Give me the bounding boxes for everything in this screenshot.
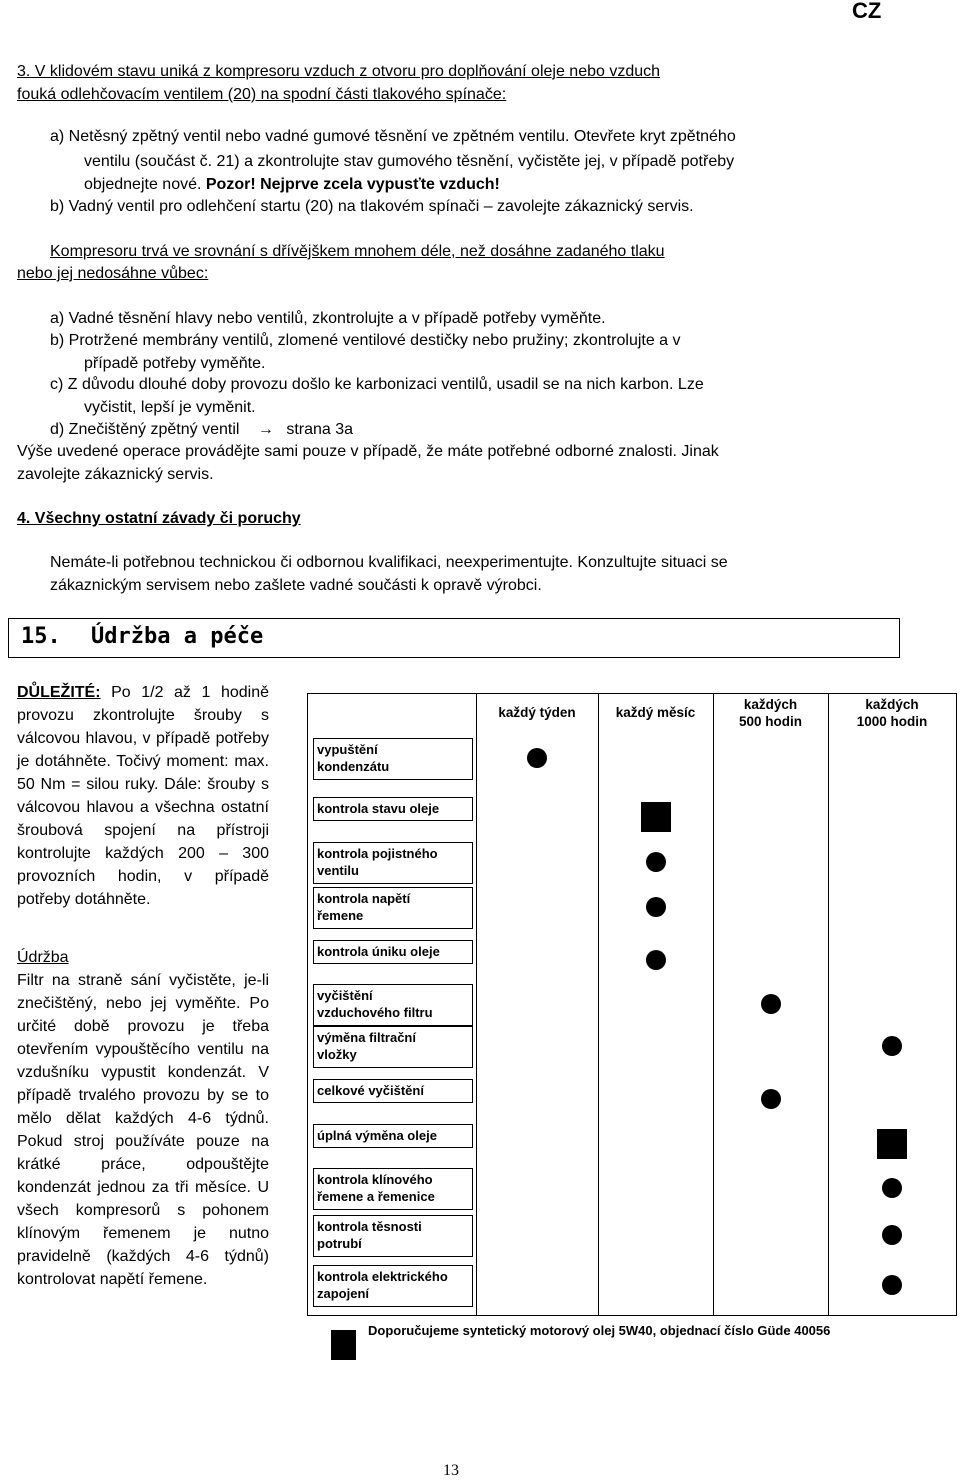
table-column-header-line: každých <box>743 697 798 712</box>
compressor-item-d-prefix: d) Znečištěný zpětný ventil <box>50 421 240 438</box>
compressor-item-b-line2: případě potřeby vyměňte. <box>84 355 266 372</box>
table-row-label-line: vyčištění <box>317 988 373 1003</box>
table-row-label-line: kondenzátu <box>317 759 390 774</box>
dot-mark-icon <box>882 1275 902 1295</box>
page-number: 13 <box>443 1462 459 1479</box>
compressor-item-b-line1: b) Protržené membrány ventilů, zlomené ventilové destičky nebo pružiny; zkontrolujte a v <box>50 332 681 349</box>
table-row-label-line: potrubí <box>317 1236 362 1251</box>
compressor-item-a: a) Vadné těsnění hlavy nebo ventilů, zkontrolujte a v případě potřeby vyměňte. <box>50 310 606 327</box>
table-row-label <box>313 1079 473 1103</box>
table-row-label <box>313 842 473 884</box>
table-column-divider <box>828 694 829 1315</box>
compressor-item-c-line1: c) Z důvodu dlouhé doby provozu došlo ke karbonizaci ventilů, usadil se na nich karbon. Lze <box>50 376 704 393</box>
important-paragraph <box>17 681 269 911</box>
item3-b-line: b) Vadný ventil pro odlehčení startu (20) na tlakovém spínači – zavolejte zákaznický servis. <box>50 198 694 215</box>
compressor-note-line1: Výše uvedené operace provádějte sami pouze v případě, že máte potřebné odborné znalosti. Jinak <box>17 443 719 460</box>
table-row-label-line: kontrola stavu oleje <box>317 801 440 816</box>
compressor-item-d-suffix: strana 3a <box>286 421 354 438</box>
table-row-label <box>313 1265 473 1307</box>
section-number: 15. <box>21 624 61 649</box>
table-row-label <box>313 738 473 780</box>
compressor-title-line1: Kompresoru trvá ve srovnání s dřívějškem mnohem déle, než dosáhne zadaného tlaku <box>50 243 665 260</box>
table-column-header <box>713 696 828 730</box>
table-column-header-line: každý měsíc <box>615 705 696 720</box>
table-row-label-line: celkové vyčištění <box>317 1083 424 1098</box>
table-row-label-line: kontrola těsnosti <box>317 1219 422 1234</box>
table-row-label-line: kontrola elektrického <box>317 1269 448 1284</box>
item3-title-line2: fouká odlehčovacím ventilem (20) na spodní části tlakového spínače: <box>17 86 507 103</box>
table-row-label <box>313 1026 473 1068</box>
item3-warning: Pozor! Nejprve zcela vypusťte vzduch! <box>205 176 500 193</box>
table-row-label-line: vložky <box>317 1047 357 1062</box>
table-row-label-line: kontrola úniku oleje <box>317 944 440 959</box>
dot-mark-icon <box>882 1036 902 1056</box>
maintenance-title: Údržba <box>17 949 69 966</box>
table-column-header-line: každých <box>865 697 919 712</box>
table-row-label <box>313 984 473 1026</box>
section-title: Údržba a péče <box>91 624 264 649</box>
language-code: CZ <box>852 0 882 23</box>
item3-a-line3 <box>84 176 500 194</box>
table-column-header-line: 1000 hodin <box>856 714 928 729</box>
table-row-label <box>313 1215 473 1257</box>
dot-mark-icon <box>527 748 547 768</box>
item3-title-line1: 3. V klidovém stavu uniká z kompresoru vzduch z otvoru pro doplňování oleje nebo vzduch <box>17 63 661 80</box>
item4-line1: Nemáte-li potřebnou technickou či odbornou kvalifikaci, neexperimentujte. Konzultujte situaci se <box>50 554 728 571</box>
table-row-label-line: vypuštění <box>317 742 378 757</box>
table-column-divider <box>713 694 714 1315</box>
table-row-label-line: kontrola klínového <box>317 1172 433 1187</box>
table-row-label <box>313 797 473 821</box>
table-column-header-line: 500 hodin <box>738 714 802 729</box>
table-row-label-line: výměna filtrační <box>317 1030 416 1045</box>
table-column-header-line: každý týden <box>498 705 576 720</box>
dot-mark-icon <box>646 950 666 970</box>
maintenance-table <box>307 693 957 1316</box>
table-row-label-line: vzduchového filtru <box>317 1005 433 1020</box>
item4-title: 4. Všechny ostatní závady či poruchy <box>17 510 301 527</box>
table-row-label <box>313 887 473 929</box>
table-row-label-line: zapojení <box>317 1286 370 1301</box>
table-row-label-line: kontrola napětí <box>317 891 411 906</box>
oil-recommendation: Doporučujeme syntetický motorový olej 5W40, objednací číslo Güde 40056 <box>368 1323 831 1338</box>
table-row-label <box>313 1124 473 1148</box>
dot-mark-icon <box>646 852 666 872</box>
maintenance-text: Filtr na straně sání vyčistěte, je-li znečištěný, nebo jej vyměňte. Po určité době provozu je třeba otevřením vypouštěcího ventilu na vzdušníku vypustit kondenzát. V případě trvalého provozu by se to mělo dělat každých 4-6 týdnů. Pokud stroj používáte pouze na krátké práce, odpouštějte kondenzát jednou za tři měsíce. U všech kompresorů s pohonem klínovým řemenem je nutno pravidelně (každých 4-6 týdnů) kontrolovat napětí řemene. <box>17 972 269 1288</box>
dot-mark-icon <box>882 1178 902 1198</box>
table-column-divider <box>476 694 477 1315</box>
table-row-label-line: ventilu <box>317 863 359 878</box>
dot-mark-icon <box>761 1089 781 1109</box>
important-label: DŮLEŽITÉ: <box>17 684 101 701</box>
arrow-right-icon: → <box>257 421 274 438</box>
item3-a-line3-text: objednejte nové. <box>84 176 206 193</box>
square-mark-icon <box>641 802 671 832</box>
item3-a-line1: a) Netěsný zpětný ventil nebo vadné gumové těsnění ve zpětném ventilu. Otevřete kryt zpětného <box>50 128 736 145</box>
compressor-title-line2: nebo jej nedosáhne vůbec: <box>17 265 209 282</box>
table-row-label <box>313 940 473 964</box>
dot-mark-icon <box>646 897 666 917</box>
table-column-header <box>476 704 598 721</box>
dot-mark-icon <box>761 994 781 1014</box>
dot-mark-icon <box>882 1225 902 1245</box>
table-column-divider <box>598 694 599 1315</box>
table-row-label <box>313 1168 473 1210</box>
section-15-header <box>8 618 900 658</box>
table-row-label-line: kontrola pojistného <box>317 846 438 861</box>
item3-a-line2: ventilu (součást č. 21) a zkontrolujte stav gumového těsnění, vyčistěte jej, v případě potřeby <box>84 153 735 170</box>
table-row-label-line: řemene <box>317 908 364 923</box>
important-text: Po 1/2 až 1 hodině provozu zkontrolujte šrouby s válcovou hlavou, v případě potřeby je dotáhněte. Točivý moment: max. 50 Nm = silou ruky. Dále: šrouby s válcovou hlavou a všechna ostatní šroubová spojení na přístroji kontrolujte každých 200 – 300 provozních hodin, v případě potřeby dotáhněte. <box>17 684 269 908</box>
compressor-item-d <box>50 421 353 439</box>
table-column-header <box>598 704 713 721</box>
square-mark-icon <box>877 1129 907 1159</box>
item4-line2: zákaznickým servisem nebo zašlete vadné součásti k opravě výrobci. <box>50 577 542 594</box>
note-square-icon <box>331 1330 356 1360</box>
table-column-header <box>828 696 956 730</box>
table-row-label-line: řemene a řemenice <box>317 1189 435 1204</box>
compressor-note-line2: zavolejte zákaznický servis. <box>17 466 214 483</box>
compressor-item-c-line2: vyčistit, lepší je vyměnit. <box>84 399 256 416</box>
table-row-label-line: úplná výměna oleje <box>317 1128 437 1143</box>
